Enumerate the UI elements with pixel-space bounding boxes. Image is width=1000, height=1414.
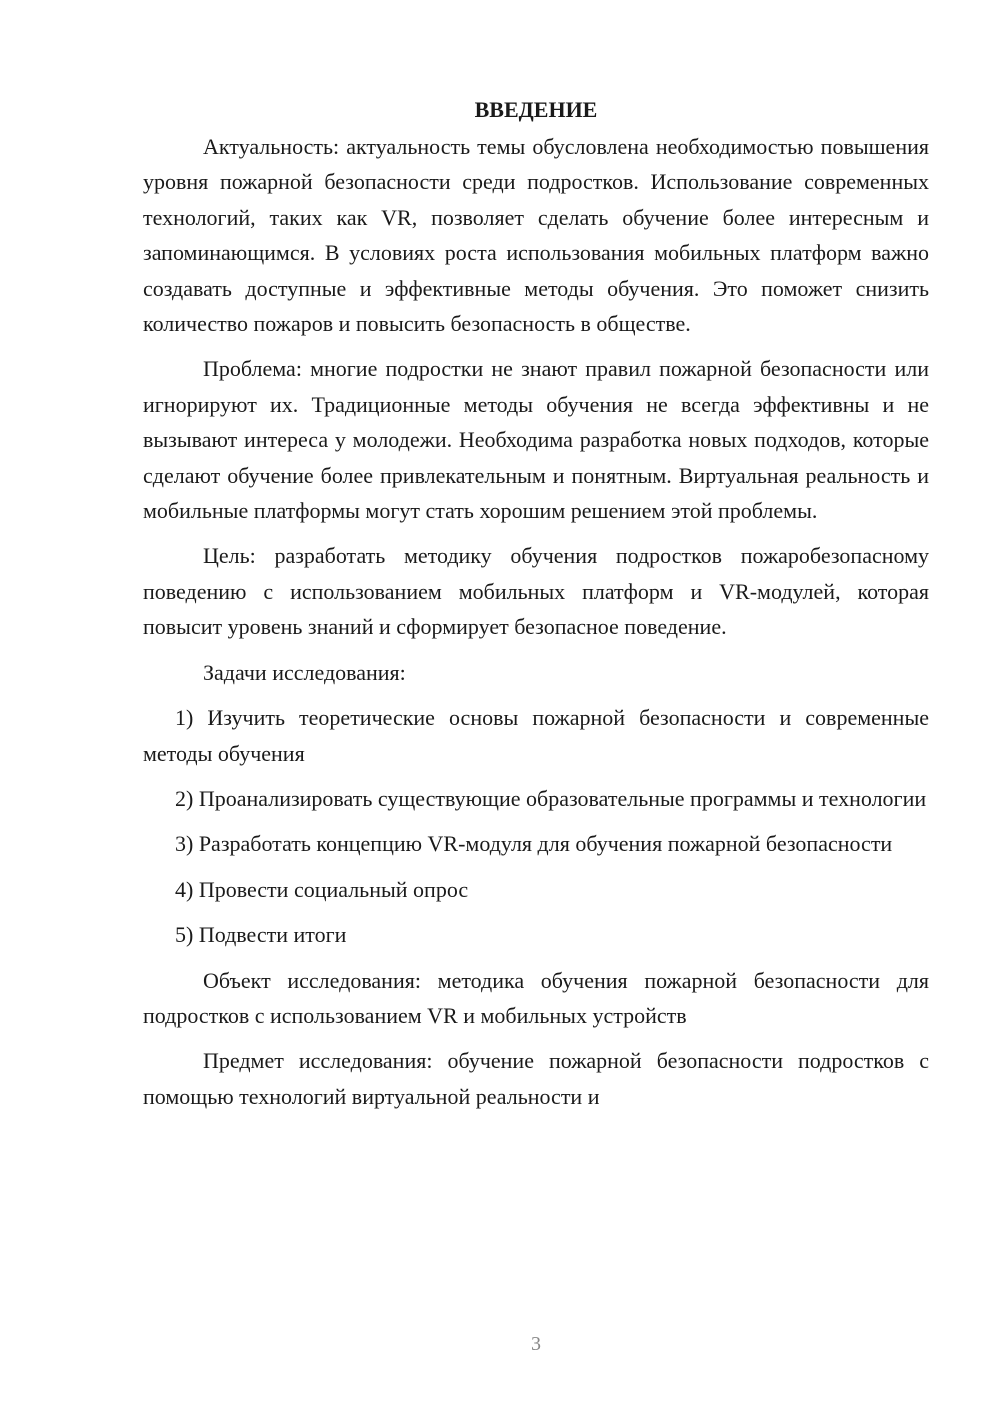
task-item-1: 1) Изучить теоретические основы пожарной безопасности и современные методы обучения: [143, 705, 929, 766]
task-item-4: 4) Провести социальный опрос: [175, 876, 469, 902]
object-paragraph: Объект исследования: методика обучения пожарной безопасности для подростков с использованием VR и мобильных устройств: [143, 967, 929, 1028]
goal-paragraph: Цель: разработать методику обучения подростков пожаробезопасному поведению с использованием мобильных платформ и VR-модулей, которая повысит уровень знаний и сформирует безопасное поведение.: [143, 543, 929, 640]
task-item-3: 3) Разработать концепцию VR-модуля для обучения пожарной безопасности: [175, 831, 893, 857]
task-list: [143, 700, 929, 952]
tasks-heading: Задачи исследования:: [203, 659, 406, 685]
relevance-paragraph: Актуальность: актуальность темы обусловлена необходимостью повышения уровня пожарной безопасности среди подростков. Использование современных технологий, таких как VR, позволяет сделать обучение более интересным и запоминающимся. В условиях роста использования мобильных платформ важно создавать доступные и эффективные методы обучения. Это поможет снизить количество пожаров и повысить безопасность в обществе.: [143, 134, 929, 337]
task-item-5: 5) Подвести итоги: [175, 922, 347, 948]
page-number: 3: [531, 1333, 541, 1355]
section-title: ВВЕДЕНИЕ: [474, 97, 598, 122]
page-content: [143, 92, 929, 1114]
problem-paragraph: Проблема: многие подростки не знают правил пожарной безопасности или игнорируют их. Традиционные методы обучения не всегда эффективны и не вызывают интереса у молодежи. Необходима разработка новых подходов, которые сделают обучение более привлекательным и понятным. Виртуальная реальность и мобильные платформы могут стать хорошим решением этой проблемы.: [143, 356, 929, 524]
task-item-2: 2) Проанализировать существующие образовательные программы и технологии: [175, 785, 927, 811]
subject-paragraph: Предмет исследования: обучение пожарной безопасности подростков с помощью технологий виртуальной реальности и: [143, 1048, 929, 1109]
